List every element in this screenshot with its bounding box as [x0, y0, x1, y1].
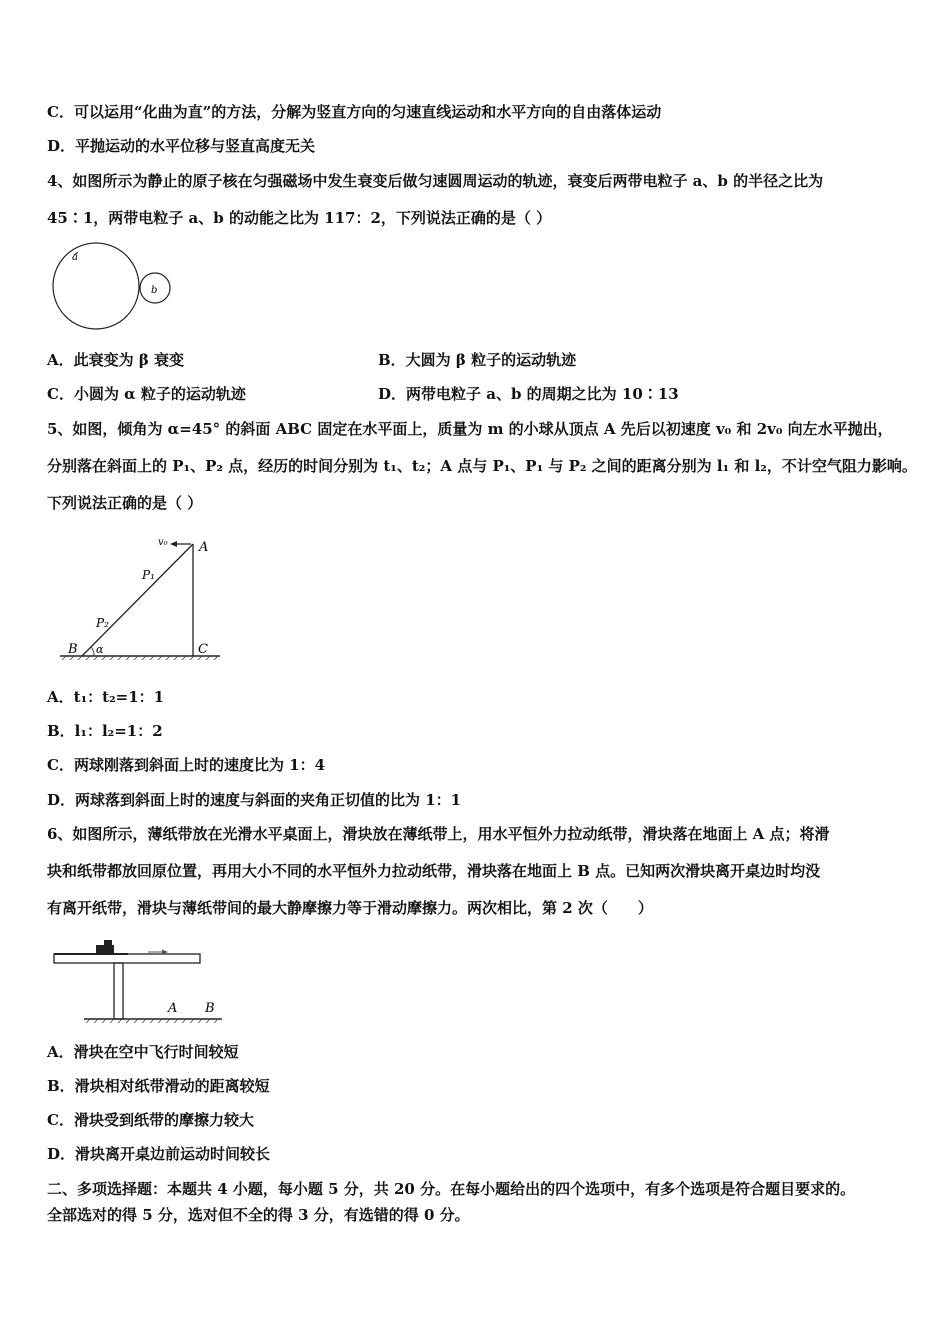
tabletop — [54, 954, 200, 963]
label-B: B — [68, 642, 78, 657]
q6-stem-line1: 6、如图所示，薄纸带放在光滑水平桌面上，滑块放在薄纸带上，用水平恒外力拉动纸带，滑块落在地面上 A 点；将滑 — [47, 825, 830, 843]
q4-option-c: C．小圆为 α 粒子的运动轨迹 — [47, 385, 246, 403]
slider-block — [96, 945, 114, 954]
slider-top — [104, 940, 112, 946]
angle-arc — [91, 647, 94, 656]
q4-stem-line2: 45∶1，两带电粒子 a、b 的动能之比为 117：2，下列说法正确的是（ ） — [47, 209, 552, 227]
q5-option-d: D．两球落到斜面上时的速度与斜面的夹角正切值的比为 1：1 — [47, 791, 462, 809]
q6-stem-line3: 有离开纸带，滑块与薄纸带间的最大静摩擦力等于滑动摩擦力。两次相比，第 2 次（ ） — [47, 899, 653, 917]
orbit-label-a: a — [72, 252, 78, 263]
label-point-B: B — [205, 1001, 215, 1016]
q6-option-c: C．滑块受到纸带的摩擦力较大 — [47, 1111, 254, 1129]
label-P2: P₂ — [96, 616, 109, 630]
q5-incline-figure — [52, 530, 227, 665]
large-orbit-circle — [53, 243, 139, 329]
q5-stem-line2: 分别落在斜面上的 P₁、P₂ 点，经历的时间分别为 t₁、t₂；A 点与 P₁、P₁ 与 P₂ 之间的距离分别为 l₁ 和 l₂，不计空气阻力影响。 — [47, 457, 917, 475]
label-alpha: α — [96, 643, 104, 656]
q6-table-figure — [48, 930, 228, 1025]
q5-stem-line1: 5、如图，倾角为 α=45° 的斜面 ABC 固定在水平面上，质量为 m 的小球从顶点 A 先后以初速度 v₀ 和 2v₀ 向左水平抛出， — [47, 420, 893, 438]
label-C: C — [198, 642, 208, 657]
label-point-A: A — [168, 1001, 178, 1016]
label-P1: P₁ — [142, 568, 155, 582]
incline-line — [82, 544, 193, 656]
label-A: A — [199, 540, 209, 555]
orbit-label-b: b — [151, 285, 158, 296]
q4-orbit-figure — [48, 238, 178, 333]
section2-heading-line1: 二、多项选择题：本题共 4 小题，每小题 5 分，共 20 分。在每小题给出的四个选项中，有多个选项是符合题目要求的。 — [47, 1180, 856, 1198]
q6-option-d: D．滑块离开桌边前运动时间较长 — [47, 1145, 271, 1163]
q6-stem-line2: 块和纸带都放回原位置，再用大小不同的水平恒外力拉动纸带，滑块落在地面上 B 点。已知两次滑块离开桌边时均没 — [47, 862, 821, 880]
q6-option-a: A．滑块在空中飞行时间较短 — [47, 1043, 239, 1061]
q4-option-d: D．两带电粒子 a、b 的周期之比为 10∶13 — [378, 385, 679, 403]
table-leg — [114, 963, 123, 1019]
q6-option-b: B．滑块相对纸带滑动的距离较短 — [47, 1077, 270, 1095]
label-v0: v₀ — [158, 537, 168, 548]
q4-stem-line1: 4、如图所示为静止的原子核在匀强磁场中发生衰变后做匀速圆周运动的轨迹，衰变后两带电粒子 a、b 的半径之比为 — [47, 172, 824, 190]
q5-option-b: B．l₁：l₂=1：2 — [47, 722, 163, 740]
section2-heading-line2: 全部选对的得 5 分，选对但不全的得 3 分，有选错的得 0 分。 — [47, 1206, 470, 1224]
prev-option-d: D．平抛运动的水平位移与竖直高度无关 — [47, 137, 316, 155]
q5-option-c: C．两球刚落到斜面上时的速度比为 1：4 — [47, 756, 326, 774]
q4-option-b: B．大圆为 β 粒子的运动轨迹 — [378, 351, 577, 369]
q5-stem-line3: 下列说法正确的是（ ） — [47, 494, 203, 512]
q5-option-a: A．t₁：t₂=1：1 — [47, 688, 165, 706]
prev-option-c: C．可以运用“化曲为直”的方法，分解为竖直方向的匀速直线运动和水平方向的自由落体运动 — [47, 103, 662, 121]
velocity-arrowhead-icon — [170, 541, 177, 547]
q4-option-a: A．此衰变为 β 衰变 — [47, 351, 185, 369]
